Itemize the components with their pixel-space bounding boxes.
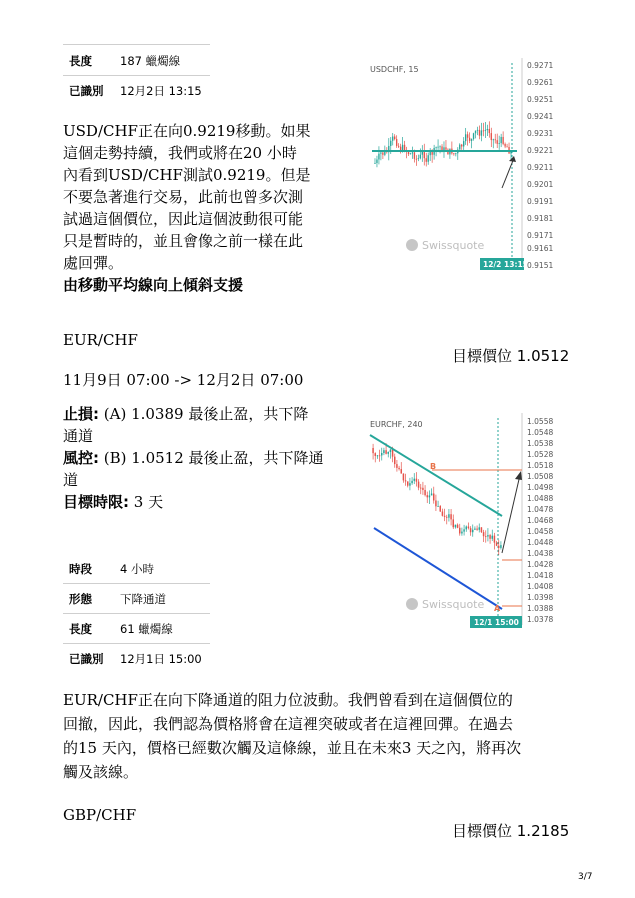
- candle-body: [442, 512, 444, 516]
- candle-body: [429, 495, 431, 497]
- candle-body: [485, 130, 486, 131]
- tick-label: 0.9251: [527, 95, 554, 104]
- candle-body: [483, 130, 484, 131]
- candle-body: [476, 529, 478, 530]
- stop-line-cont: 通道: [63, 427, 94, 445]
- candle-body: [374, 163, 375, 164]
- row-value: 4 小時: [120, 562, 154, 576]
- candle-body: [491, 133, 492, 140]
- row-label: 已識別: [69, 652, 104, 666]
- page-number: 3/7: [578, 872, 593, 882]
- row-value: 12月2日 13:15: [120, 84, 202, 98]
- table-row: [63, 75, 210, 105]
- candle-body: [461, 532, 463, 534]
- time-badge-label: 12/1 15:00: [474, 618, 519, 627]
- watermark: [406, 239, 484, 252]
- risk-label: 風控:: [63, 449, 99, 467]
- candle-body: [426, 158, 427, 162]
- candle-body: [457, 525, 459, 528]
- text-line: 回撤，因此，我們認為價格將會在這裡突破或者在這裡回彈。在過去: [63, 715, 514, 733]
- row-value: 下降通道: [120, 592, 166, 606]
- candle-body: [498, 143, 499, 144]
- tick-label: 1.0418: [527, 571, 554, 580]
- tick-label: 0.9241: [527, 112, 554, 121]
- tick-label: 1.0438: [527, 549, 554, 558]
- tick-label: 0.9211: [527, 163, 554, 172]
- row-label: 時段: [69, 562, 92, 576]
- gbpchf-target-price: 目標價位 1.2185: [452, 822, 570, 840]
- row-value: 12月1日 15:00: [120, 652, 202, 666]
- candle-body: [491, 536, 493, 539]
- watermark: [406, 598, 484, 611]
- tick-label: 0.9161: [527, 244, 554, 253]
- candle-body: [439, 506, 441, 512]
- candle-body: [467, 134, 468, 137]
- candle-body: [407, 481, 409, 485]
- tick-label: 1.0428: [527, 560, 554, 569]
- candle-body: [473, 133, 474, 139]
- usdchf-info-table: [63, 44, 210, 105]
- candle-body: [500, 545, 502, 548]
- tick-label: 0.9201: [527, 180, 554, 189]
- text-line: EUR/CHF正在向下降通道的阻力位波動。我們曾看到在這個價位的: [63, 691, 513, 709]
- candle-body: [380, 153, 381, 154]
- candle-body: [479, 130, 480, 136]
- candle-body: [465, 527, 467, 530]
- risk-line-cont: 道: [63, 471, 79, 489]
- candle-body: [422, 152, 423, 155]
- candle-body: [394, 457, 396, 464]
- candle-body: [414, 152, 415, 158]
- tick-label: 1.0548: [527, 428, 554, 437]
- period-value: 3 天: [129, 493, 164, 511]
- gbpchf-pair-title: GBP/CHF: [63, 806, 137, 824]
- candle-body: [489, 535, 491, 539]
- tick-label: 1.0488: [527, 494, 554, 503]
- candles: [374, 121, 511, 167]
- candle-body: [387, 452, 389, 454]
- candle-body: [392, 137, 393, 141]
- candle-body: [439, 146, 440, 147]
- candle-body: [390, 450, 392, 452]
- candle-body: [470, 528, 472, 532]
- candle-body: [455, 153, 456, 154]
- candle-body: [437, 506, 439, 507]
- eurchf-target-price: 目標價位 1.0512: [452, 347, 570, 365]
- candle-body: [481, 527, 483, 532]
- candle-body: [403, 474, 405, 481]
- candle-body: [404, 145, 405, 150]
- period-label: 目標時限:: [63, 493, 129, 511]
- tick-label: 1.0518: [527, 461, 554, 470]
- tick-label: 1.0398: [527, 593, 554, 602]
- chart-symbol: USDCHF, 15: [370, 65, 419, 74]
- candle-body: [453, 153, 454, 154]
- usdchf-chart-svg: [362, 58, 572, 273]
- tick-label: 0.9271: [527, 61, 554, 70]
- text-line: 內看到USD/CHF測試0.9219。但是: [63, 166, 311, 184]
- watermark-text: Swissquote: [422, 598, 485, 611]
- marker-b: B: [430, 462, 437, 471]
- tick-label: 1.0448: [527, 538, 554, 547]
- candle-body: [377, 455, 379, 456]
- candle-body: [463, 529, 465, 531]
- candle-body: [381, 453, 383, 455]
- tick-label: 1.0538: [527, 439, 554, 448]
- candle-body: [408, 152, 409, 154]
- watermark-text: Swissquote: [422, 239, 485, 252]
- candle-body: [383, 450, 385, 453]
- table-row: [63, 613, 210, 644]
- channel-support-line: [374, 528, 502, 609]
- text-line: 只是暫時的，並且會像之前一樣在此: [63, 232, 304, 250]
- candle-body: [500, 137, 501, 143]
- usdchf-chart: [362, 58, 572, 273]
- eurchf-chart-svg: [362, 413, 572, 631]
- stop-label: 止損:: [63, 405, 99, 423]
- text-line: 處回彈。: [63, 254, 124, 272]
- stop-text: (A) 1.0389 最後止盈，共下降: [99, 405, 309, 423]
- candle-body: [495, 139, 496, 140]
- candle-body: [483, 532, 485, 536]
- candle-body: [378, 154, 379, 160]
- candle-body: [468, 527, 470, 529]
- tick-label: 1.0408: [527, 582, 554, 591]
- candle-body: [409, 483, 411, 486]
- candle-body: [435, 500, 437, 506]
- eurchf-chart: [362, 413, 572, 631]
- candle-body: [485, 536, 487, 537]
- text-line: 不要急著進行交易，此前也曾多次測: [63, 188, 304, 206]
- watermark-logo: [406, 598, 418, 610]
- candle-body: [506, 146, 507, 147]
- candle-body: [444, 516, 446, 517]
- stop-line: [63, 403, 353, 425]
- candle-body: [374, 453, 376, 456]
- row-value: 61 蠟燭線: [120, 622, 173, 636]
- candle-body: [398, 146, 399, 147]
- candle-body: [497, 140, 498, 144]
- candle-body: [405, 480, 407, 481]
- chart-symbol: EURCHF, 240: [370, 420, 423, 429]
- table-row: [63, 583, 210, 614]
- candle-body: [424, 152, 425, 159]
- price-ticks: [527, 417, 553, 624]
- arrow-line: [502, 475, 520, 553]
- period-line: [63, 491, 353, 513]
- row-label: 形態: [69, 592, 92, 606]
- candle-body: [431, 494, 433, 496]
- eurchf-analysis-paragraph: [63, 688, 583, 784]
- tick-label: 1.0558: [527, 417, 554, 426]
- candle-body: [416, 159, 417, 160]
- eurchf-pair-title: EUR/CHF: [63, 331, 138, 349]
- candle-body: [489, 129, 490, 133]
- candle-body: [422, 488, 424, 490]
- tick-label: 0.9221: [527, 146, 554, 155]
- text-line: USD/CHF正在向0.9219移動。如果: [63, 122, 311, 140]
- tick-label: 0.9191: [527, 197, 554, 206]
- candle-body: [411, 481, 413, 483]
- candle-body: [416, 479, 418, 482]
- watermark-logo: [406, 239, 418, 251]
- candle-body: [502, 137, 503, 144]
- candle-body: [424, 490, 426, 495]
- candle-body: [385, 450, 387, 454]
- tick-label: 0.9231: [527, 129, 554, 138]
- row-label: 已識別: [69, 84, 104, 98]
- risk-text: (B) 1.0512 最後止盈，共下降通: [99, 449, 324, 467]
- tick-label: 0.9151: [527, 261, 554, 270]
- candle-body: [445, 147, 446, 149]
- row-label: 長度: [69, 622, 92, 636]
- candle-body: [471, 139, 472, 141]
- risk-line: [63, 447, 353, 469]
- candle-body: [394, 137, 395, 140]
- tick-label: 1.0458: [527, 527, 554, 536]
- table-row: [63, 45, 210, 76]
- candle-body: [487, 535, 489, 536]
- candle-body: [461, 145, 462, 147]
- candle-body: [478, 527, 480, 529]
- candle-body: [376, 159, 377, 162]
- eurchf-trade-params: [63, 403, 353, 513]
- candle-body: [433, 494, 435, 501]
- tick-label: 1.0468: [527, 516, 554, 525]
- tick-label: 1.0528: [527, 450, 554, 459]
- candle-body: [412, 152, 413, 153]
- candle-body: [410, 153, 411, 154]
- candle-body: [418, 158, 419, 159]
- tick-label: 1.0378: [527, 615, 554, 624]
- candle-body: [400, 469, 402, 473]
- candle-body: [390, 141, 391, 146]
- candle-body: [474, 529, 476, 530]
- candle-body: [498, 546, 500, 548]
- candle-body: [465, 134, 466, 141]
- candle-body: [496, 543, 498, 546]
- text-line: 觸及該線。: [63, 763, 139, 781]
- time-badge-label: 12/2 13:15: [483, 260, 528, 269]
- text-line: 這個走勢持續，我們或將在20 小時: [63, 144, 297, 162]
- candle-body: [469, 138, 470, 141]
- candle-body: [475, 131, 476, 134]
- candle-body: [398, 468, 400, 469]
- candle-body: [392, 450, 394, 457]
- text-line: 的15 天內，價格已經數次觸及這條線，並且在未來3 天之內，將再次: [63, 739, 522, 757]
- candle-body: [396, 139, 397, 146]
- candle-body: [450, 514, 452, 519]
- row-label: 長度: [69, 54, 92, 68]
- text-line: 試過這個價位，因此這個波動很可能: [63, 210, 304, 228]
- tick-label: 1.0498: [527, 483, 554, 492]
- candle-body: [420, 155, 421, 159]
- candle-body: [382, 153, 383, 155]
- table-row: [63, 553, 210, 584]
- candle-body: [452, 519, 454, 527]
- eurchf-date-range: 11月9日 07:00 -> 12月2日 07:00: [63, 371, 304, 389]
- candle-body: [455, 525, 457, 528]
- candle-body: [426, 495, 428, 497]
- candle-body: [446, 517, 448, 518]
- tick-label: 0.9171: [527, 231, 554, 240]
- candle-body: [481, 130, 482, 135]
- tick-label: 1.0478: [527, 505, 554, 514]
- marker-a: A: [494, 604, 501, 613]
- price-ticks: [527, 61, 553, 270]
- candle-body: [487, 129, 488, 130]
- candle-body: [463, 141, 464, 146]
- candle-body: [402, 145, 403, 151]
- candle-body: [472, 530, 474, 533]
- candle-body: [428, 155, 429, 162]
- candle-body: [437, 147, 438, 148]
- row-value: 187 蠟燭線: [120, 54, 181, 68]
- tick-label: 1.0388: [527, 604, 554, 613]
- candle-body: [372, 448, 374, 453]
- candle-body: [379, 455, 381, 456]
- candle-body: [477, 130, 478, 131]
- candle-body: [459, 528, 461, 534]
- candle-body: [448, 514, 450, 517]
- tick-label: 1.0508: [527, 472, 554, 481]
- usdchf-analysis-paragraph: [63, 120, 353, 296]
- candle-body: [396, 464, 398, 468]
- candle-body: [420, 488, 422, 489]
- arrow-head: [515, 471, 522, 480]
- candle-body: [435, 147, 436, 148]
- candle-body: [459, 145, 460, 150]
- candle-body: [418, 482, 420, 488]
- section-heading: 由移動平均線向上傾斜支援: [63, 276, 244, 294]
- candle-body: [493, 139, 494, 140]
- candle-body: [504, 144, 505, 147]
- candle-body: [413, 479, 415, 481]
- eurchf-info-table: [63, 553, 210, 673]
- candle-body: [494, 536, 496, 543]
- table-row: [63, 643, 210, 673]
- candle-body: [510, 152, 511, 153]
- tick-label: 0.9181: [527, 214, 554, 223]
- tick-label: 0.9261: [527, 78, 554, 87]
